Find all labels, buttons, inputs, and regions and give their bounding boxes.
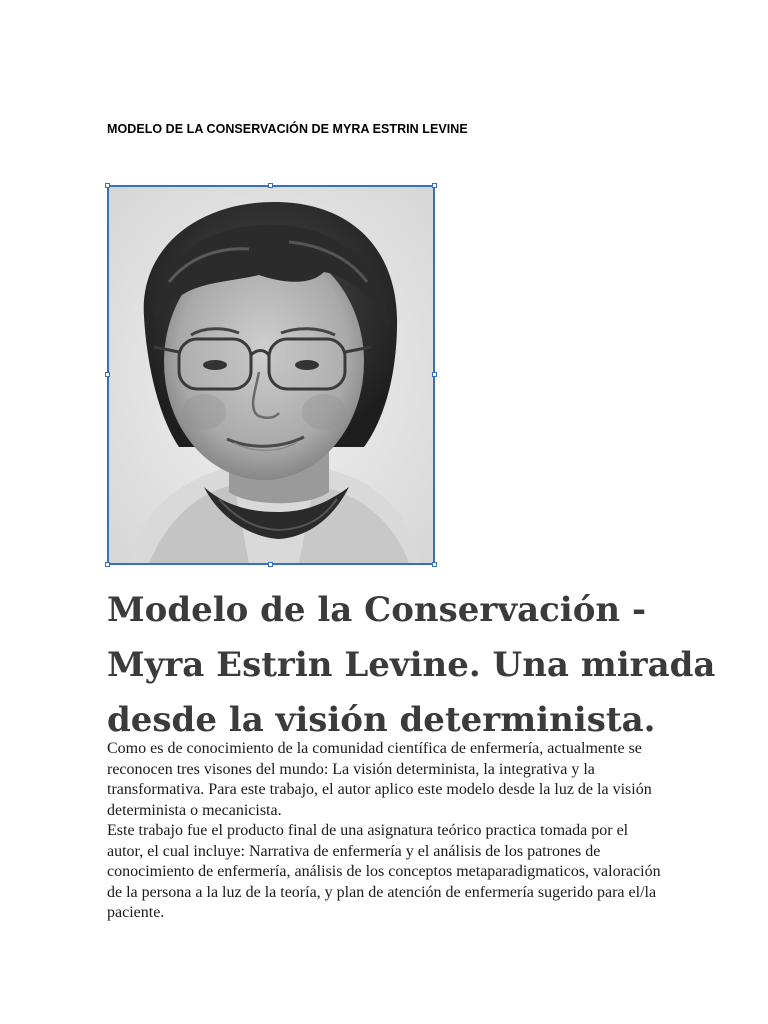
portrait-photo[interactable]	[107, 185, 435, 565]
resize-handle-top-left[interactable]	[105, 183, 110, 188]
body-text	[107, 739, 667, 924]
resize-handle-top[interactable]	[268, 183, 273, 188]
paragraph: Este trabajo fue el producto final de una asignatura teórico practica tomada por el autor, el cual incluye: Narrativa de enfermería y el análisis de los patrones de conocimiento de enfermería, análisis de los conceptos metaparadigmaticos, valoración de la persona a la luz de la teoría, y plan de atención de enfermería sugerido para el/la paciente.	[107, 822, 661, 921]
resize-handle-bottom-left[interactable]	[105, 562, 110, 567]
resize-handle-left[interactable]	[105, 372, 110, 377]
resize-handle-top-right[interactable]	[432, 183, 437, 188]
document-heading: MODELO DE LA CONSERVACIÓN DE MYRA ESTRIN LEVINE	[107, 122, 468, 136]
resize-handle-bottom[interactable]	[268, 562, 273, 567]
document-title: Modelo de la Conservación - Myra Estrin Levine. Una mirada desde la visión determinista.	[107, 590, 716, 740]
resize-handle-right[interactable]	[432, 372, 437, 377]
paragraph: Como es de conocimiento de la comunidad científica de enfermería, actualmente se reconocen tres visones del mundo: La visión determinista, la integrativa y la transformativa. Para este trabajo, el autor aplico este modelo desde la luz de la visión determinista o mecanicista.	[107, 740, 652, 819]
portrait-image	[109, 187, 433, 563]
resize-handle-bottom-right[interactable]	[432, 562, 437, 567]
